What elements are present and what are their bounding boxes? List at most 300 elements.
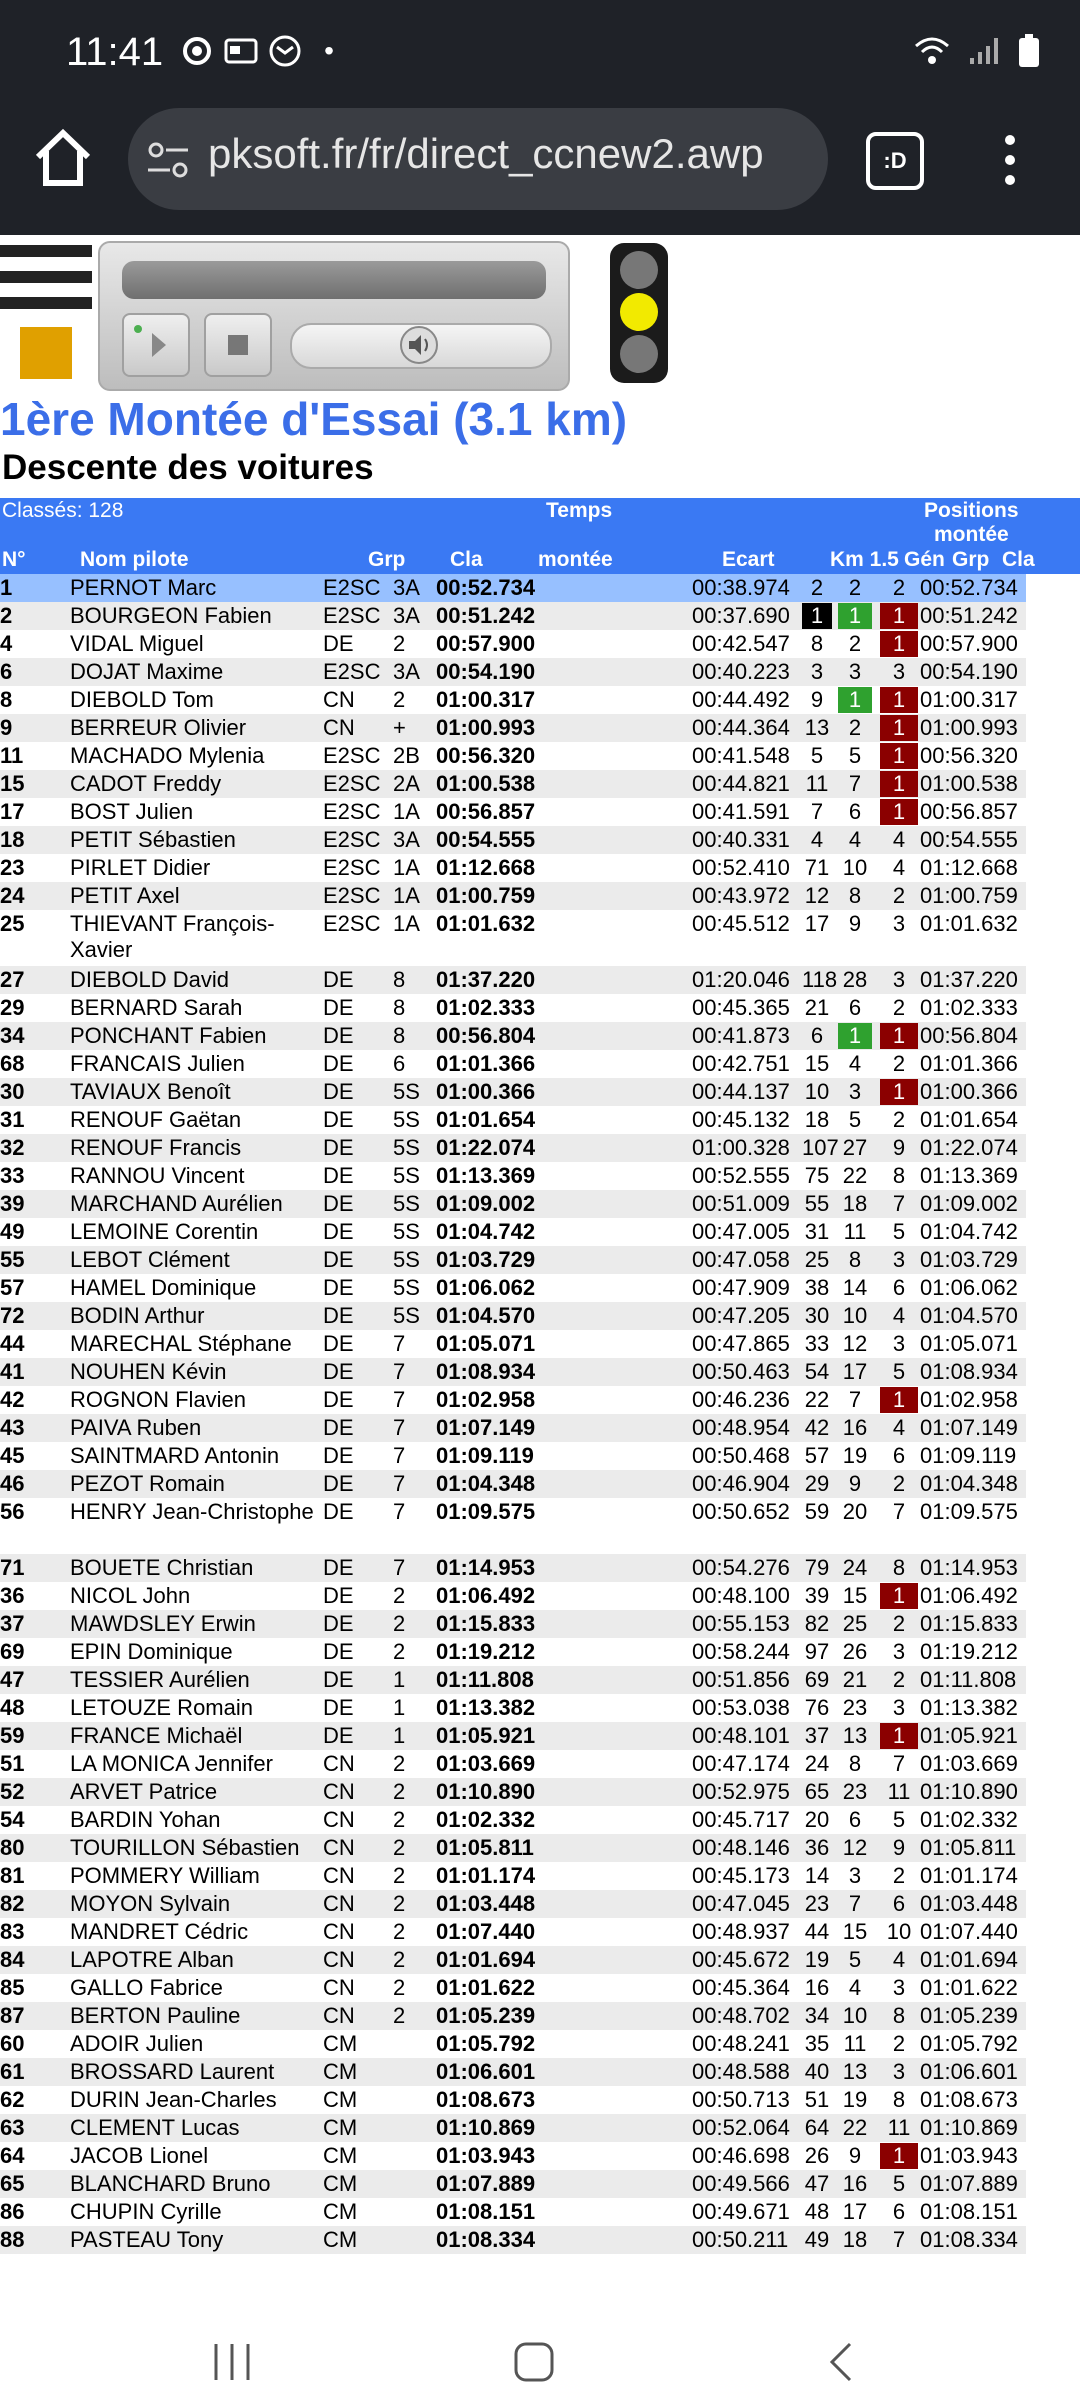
table-row[interactable] bbox=[0, 1078, 1026, 1106]
row-time: 01:01.174 bbox=[436, 1863, 536, 1888]
row-ecart: 00:41.873 bbox=[692, 1023, 790, 1048]
row-number: 42 bbox=[0, 1387, 25, 1412]
row-montee-time: 01:11.808 bbox=[920, 1667, 1017, 1692]
table-header bbox=[0, 498, 1080, 574]
address-bar[interactable] bbox=[128, 108, 828, 210]
pilot-name: NICOL John bbox=[70, 1583, 191, 1608]
row-class: 2 bbox=[393, 1807, 406, 1832]
wifi-icon bbox=[914, 36, 950, 66]
row-gen-pos: 3 bbox=[892, 1695, 906, 1720]
row-km15-pos: 6 bbox=[848, 1807, 862, 1832]
row-montee-time: 01:09.002 bbox=[920, 1191, 1018, 1216]
row-ecart: 00:54.276 bbox=[692, 1555, 790, 1580]
row-number: 56 bbox=[0, 1499, 25, 1524]
table-row[interactable] bbox=[0, 602, 1026, 630]
row-km-pos: 15 bbox=[804, 1051, 830, 1076]
table-row[interactable] bbox=[0, 2030, 1026, 2058]
row-group: DE bbox=[323, 1667, 354, 1692]
player-area bbox=[0, 235, 1080, 395]
row-km-pos: 76 bbox=[804, 1695, 830, 1720]
row-km15-pos: 4 bbox=[848, 1975, 862, 2000]
pilot-name: GALLO Fabrice bbox=[70, 1975, 223, 2000]
row-ecart: 00:44.821 bbox=[692, 771, 790, 796]
table-row[interactable] bbox=[0, 770, 1026, 798]
row-class: 1 bbox=[393, 1667, 406, 1692]
pilot-name: BLANCHARD Bruno bbox=[70, 2171, 271, 2196]
row-ecart: 00:40.223 bbox=[692, 659, 790, 684]
row-class: 1A bbox=[393, 855, 420, 880]
row-number: 6 bbox=[0, 659, 13, 684]
row-number: 27 bbox=[0, 967, 25, 992]
row-montee-time: 01:00.993 bbox=[920, 715, 1018, 740]
row-number: 85 bbox=[0, 1975, 25, 2000]
url-text[interactable]: pksoft.fr/fr/direct_ccnew2.awp bbox=[208, 130, 764, 177]
table-row[interactable] bbox=[0, 714, 1026, 742]
row-group: CN bbox=[323, 715, 355, 740]
table-row[interactable] bbox=[0, 1106, 1026, 1134]
home-nav-icon[interactable] bbox=[512, 2340, 556, 2384]
row-class: 3A bbox=[393, 659, 420, 684]
system-icons bbox=[914, 34, 1040, 68]
row-ecart: 00:47.865 bbox=[692, 1331, 790, 1356]
table-row[interactable] bbox=[0, 1862, 1026, 1890]
row-gen-pos: 2 bbox=[892, 1107, 906, 1132]
row-gen-pos: 2 bbox=[892, 883, 906, 908]
row-montee-time: 01:15.833 bbox=[920, 1611, 1018, 1636]
row-time: 01:10.869 bbox=[436, 2115, 536, 2140]
row-class: 7 bbox=[393, 1331, 406, 1356]
table-row[interactable] bbox=[0, 1806, 1026, 1834]
row-montee-time: 01:37.220 bbox=[920, 967, 1018, 992]
row-gen-pos: 4 bbox=[892, 1303, 906, 1328]
pilot-name: RENOUF Francis bbox=[70, 1135, 242, 1160]
table-row[interactable] bbox=[0, 1694, 1026, 1722]
table-row[interactable] bbox=[0, 1498, 1026, 1554]
row-group: DE bbox=[323, 1583, 354, 1608]
progress-bar[interactable] bbox=[122, 261, 546, 299]
row-km15-pos: 16 bbox=[842, 1415, 868, 1440]
row-class: 2 bbox=[393, 1835, 406, 1860]
row-montee-time: 01:08.934 bbox=[920, 1359, 1018, 1384]
row-gen-pos: 4 bbox=[892, 1947, 906, 1972]
results-table bbox=[0, 574, 1026, 2254]
table-row[interactable] bbox=[0, 1218, 1026, 1246]
row-montee-time: 00:56.857 bbox=[920, 799, 1018, 824]
row-km15-pos: 13 bbox=[842, 1723, 868, 1748]
row-number: 29 bbox=[0, 995, 25, 1020]
mail-icon bbox=[268, 34, 302, 68]
table-row[interactable] bbox=[0, 1470, 1026, 1498]
row-gen-pos: 3 bbox=[892, 1247, 906, 1272]
pilot-name: PIRLET Didier bbox=[70, 855, 211, 880]
row-gen-pos: 6 bbox=[892, 1891, 906, 1916]
header-gen: Gén bbox=[904, 548, 945, 571]
row-montee-time: 01:09.119 bbox=[920, 1443, 1017, 1468]
row-km15-pos: 18 bbox=[842, 2227, 868, 2252]
row-montee-time: 01:03.669 bbox=[920, 1751, 1018, 1776]
row-km-pos: 75 bbox=[804, 1163, 830, 1188]
row-time: 01:01.654 bbox=[436, 1107, 536, 1132]
row-group: E2SC bbox=[323, 659, 381, 684]
row-ecart: 00:44.137 bbox=[692, 1079, 790, 1104]
row-gen-pos: 1 bbox=[880, 603, 918, 629]
table-row[interactable] bbox=[0, 1050, 1026, 1078]
row-ecart: 00:55.153 bbox=[692, 1611, 790, 1636]
row-km15-pos: 11 bbox=[843, 2031, 867, 2056]
menu-icon[interactable] bbox=[0, 245, 92, 309]
table-row[interactable] bbox=[0, 1442, 1026, 1470]
table-row[interactable] bbox=[0, 2170, 1026, 2198]
row-time: 01:13.382 bbox=[436, 1695, 536, 1720]
row-time: 01:08.151 bbox=[436, 2199, 536, 2224]
row-group: DE bbox=[323, 995, 354, 1020]
pilot-name: HAMEL Dominique bbox=[70, 1275, 257, 1300]
row-group: CM bbox=[323, 2031, 358, 2056]
table-row[interactable] bbox=[0, 1190, 1026, 1218]
stop-icon bbox=[206, 315, 270, 375]
row-km15-pos: 10 bbox=[842, 2003, 868, 2028]
table-row[interactable] bbox=[0, 1162, 1026, 1190]
row-number: 41 bbox=[0, 1359, 25, 1384]
table-row[interactable] bbox=[0, 2226, 1026, 2254]
light-bottom bbox=[620, 335, 658, 373]
table-row[interactable] bbox=[0, 1778, 1026, 1806]
row-km-pos: 38 bbox=[804, 1275, 830, 1300]
row-montee-time: 01:08.151 bbox=[920, 2199, 1018, 2224]
row-ecart: 00:45.365 bbox=[692, 995, 790, 1020]
row-ecart: 00:47.174 bbox=[692, 1751, 790, 1776]
row-gen-pos: 4 bbox=[892, 1415, 906, 1440]
row-km15-pos: 5 bbox=[848, 1947, 862, 1972]
row-number: 30 bbox=[0, 1079, 25, 1104]
row-km15-pos: 3 bbox=[848, 1863, 862, 1888]
row-gen-pos: 1 bbox=[880, 799, 918, 825]
row-class: 2 bbox=[393, 1891, 406, 1916]
pilot-name: NOUHEN Kévin bbox=[70, 1359, 227, 1384]
pilot-name: PASTEAU Tony bbox=[70, 2227, 224, 2252]
navigation-bar bbox=[0, 2260, 1080, 2400]
recent-apps-icon[interactable] bbox=[210, 2340, 254, 2384]
row-time: 01:01.622 bbox=[436, 1975, 536, 2000]
row-class: 2 bbox=[393, 1863, 406, 1888]
pilot-name: DURIN Jean-Charles bbox=[70, 2087, 277, 2112]
stop-button[interactable] bbox=[204, 313, 272, 377]
table-row[interactable] bbox=[0, 2058, 1026, 2086]
row-montee-time: 01:10.869 bbox=[920, 2115, 1018, 2140]
pilot-name: PONCHANT Fabien bbox=[70, 1023, 267, 1048]
row-km15-pos: 22 bbox=[842, 1163, 868, 1188]
row-number: 46 bbox=[0, 1471, 25, 1496]
table-row[interactable] bbox=[0, 1274, 1026, 1302]
row-km15-pos: 7 bbox=[848, 771, 862, 796]
row-montee-time: 01:03.943 bbox=[920, 2143, 1018, 2168]
row-class: 2 bbox=[393, 1583, 406, 1608]
row-group: CN bbox=[323, 1807, 355, 1832]
row-km-pos: 59 bbox=[804, 1499, 830, 1524]
row-class: 6 bbox=[393, 1051, 406, 1076]
pilot-name: TESSIER Aurélien bbox=[70, 1667, 250, 1692]
header-temps: Temps bbox=[546, 499, 613, 522]
row-km-pos: 79 bbox=[804, 1555, 830, 1580]
table-row[interactable] bbox=[0, 658, 1026, 686]
row-montee-time: 01:00.317 bbox=[920, 687, 1018, 712]
row-km-pos: 107 bbox=[802, 1135, 839, 1160]
row-km-pos: 33 bbox=[804, 1331, 830, 1356]
row-class: 5S bbox=[393, 1135, 420, 1160]
table-row[interactable] bbox=[0, 1890, 1026, 1918]
row-number: 11 bbox=[0, 743, 24, 768]
row-number: 51 bbox=[0, 1751, 25, 1776]
row-class: 2 bbox=[393, 1611, 406, 1636]
table-row[interactable] bbox=[0, 2114, 1026, 2142]
row-km15-pos: 19 bbox=[842, 2087, 868, 2112]
table-row[interactable] bbox=[0, 1638, 1026, 1666]
table-row[interactable] bbox=[0, 1946, 1026, 1974]
tab-switcher-button[interactable]: :D bbox=[866, 132, 924, 190]
row-time: 00:54.190 bbox=[436, 659, 536, 684]
row-gen-pos: 1 bbox=[880, 1387, 918, 1413]
header-name: Nom pilote bbox=[80, 548, 189, 571]
row-group: CN bbox=[323, 2003, 355, 2028]
row-ecart: 00:49.671 bbox=[692, 2199, 790, 2224]
row-montee-time: 01:00.759 bbox=[920, 883, 1018, 908]
row-km15-pos: 12 bbox=[842, 1835, 868, 1860]
row-time: 01:02.333 bbox=[436, 995, 536, 1020]
row-number: 59 bbox=[0, 1723, 25, 1748]
browser-toolbar bbox=[0, 100, 1080, 235]
row-number: 84 bbox=[0, 1947, 25, 1972]
row-montee-time: 01:12.668 bbox=[920, 855, 1018, 880]
row-km-pos: 3 bbox=[810, 659, 824, 684]
row-gen-pos: 2 bbox=[892, 1051, 906, 1076]
table-row[interactable] bbox=[0, 826, 1026, 854]
row-montee-time: 01:07.889 bbox=[920, 2171, 1018, 2196]
row-ecart: 00:48.702 bbox=[692, 2003, 790, 2028]
classes-count: Classés: 128 bbox=[2, 499, 124, 522]
row-time: 00:56.320 bbox=[436, 743, 536, 768]
table-row[interactable] bbox=[0, 1974, 1026, 2002]
table-row[interactable] bbox=[0, 2142, 1026, 2170]
row-km15-pos: 13 bbox=[842, 2059, 868, 2084]
more-menu-icon[interactable] bbox=[1000, 130, 1020, 190]
row-km-pos: 64 bbox=[804, 2115, 830, 2140]
row-ecart: 00:47.205 bbox=[692, 1303, 790, 1328]
row-time: 01:10.890 bbox=[436, 1779, 536, 1804]
row-gen-pos: 7 bbox=[892, 1191, 906, 1216]
row-montee-time: 01:01.694 bbox=[920, 1947, 1018, 1972]
row-ecart: 00:46.698 bbox=[692, 2143, 790, 2168]
row-montee-time: 01:10.890 bbox=[920, 1779, 1018, 1804]
row-group: DE bbox=[323, 1359, 354, 1384]
row-montee-time: 01:09.575 bbox=[920, 1499, 1018, 1524]
row-time: 01:06.601 bbox=[436, 2059, 536, 2084]
row-km-pos: 6 bbox=[810, 1023, 824, 1048]
row-km-pos: 22 bbox=[804, 1387, 830, 1412]
row-number: 82 bbox=[0, 1891, 25, 1916]
row-km-pos: 9 bbox=[810, 687, 824, 712]
table-row[interactable] bbox=[0, 882, 1026, 910]
table-row[interactable] bbox=[0, 1834, 1026, 1862]
table-row[interactable] bbox=[0, 1386, 1026, 1414]
row-number: 88 bbox=[0, 2227, 25, 2252]
site-settings-icon[interactable] bbox=[146, 138, 190, 182]
row-montee-time: 01:05.239 bbox=[920, 2003, 1018, 2028]
row-montee-time: 01:13.369 bbox=[920, 1163, 1018, 1188]
pilot-name: TAVIAUX Benoît bbox=[70, 1079, 231, 1104]
notification-icons bbox=[180, 34, 346, 68]
row-number: 81 bbox=[0, 1863, 25, 1888]
row-time: 01:15.833 bbox=[436, 1611, 536, 1636]
table-row[interactable] bbox=[0, 854, 1026, 882]
table-row[interactable] bbox=[0, 742, 1026, 770]
row-time: 01:09.002 bbox=[436, 1191, 536, 1216]
row-time: 01:00.993 bbox=[436, 715, 536, 740]
row-number: 33 bbox=[0, 1163, 25, 1188]
table-row[interactable] bbox=[0, 1134, 1026, 1162]
row-gen-pos: 1 bbox=[880, 687, 918, 713]
row-km15-pos: 3 bbox=[848, 659, 862, 684]
play-button[interactable] bbox=[122, 313, 190, 377]
row-number: 80 bbox=[0, 1835, 25, 1860]
card-icon bbox=[224, 34, 258, 68]
pilot-name: BERREUR Olivier bbox=[70, 715, 247, 740]
table-row[interactable] bbox=[0, 1414, 1026, 1442]
row-montee-time: 01:01.174 bbox=[920, 1863, 1018, 1888]
row-class: 2 bbox=[393, 631, 406, 656]
header-montee-top: montée bbox=[934, 523, 1009, 546]
row-gen-pos: 3 bbox=[892, 2059, 906, 2084]
row-km-pos: 17 bbox=[804, 911, 830, 936]
table-row[interactable] bbox=[0, 2198, 1026, 2226]
row-gen-pos: 7 bbox=[892, 1751, 906, 1776]
volume-slider[interactable] bbox=[290, 323, 552, 369]
row-ecart: 00:51.856 bbox=[692, 1667, 790, 1692]
row-group: E2SC bbox=[323, 603, 381, 628]
row-ecart: 00:47.045 bbox=[692, 1891, 790, 1916]
row-gen-pos: 1 bbox=[880, 631, 918, 657]
row-gen-pos: 2 bbox=[892, 2031, 906, 2056]
row-group: CN bbox=[323, 1751, 355, 1776]
row-ecart: 00:41.548 bbox=[692, 743, 790, 768]
pilot-name: FRANCE Michaël bbox=[70, 1723, 243, 1748]
row-ecart: 00:37.690 bbox=[692, 603, 790, 628]
row-ecart: 00:52.064 bbox=[692, 2115, 790, 2140]
row-km-pos: 34 bbox=[804, 2003, 830, 2028]
table-row[interactable] bbox=[0, 1358, 1026, 1386]
row-number: 72 bbox=[0, 1303, 25, 1328]
row-group: E2SC bbox=[323, 827, 381, 852]
pilot-name: BODIN Arthur bbox=[70, 1303, 205, 1328]
pilot-name: MOYON Sylvain bbox=[70, 1891, 231, 1916]
row-km-pos: 71 bbox=[804, 855, 830, 880]
row-ecart: 00:44.364 bbox=[692, 715, 790, 740]
row-group: E2SC bbox=[323, 799, 381, 824]
row-km15-pos: 26 bbox=[842, 1639, 868, 1664]
table-row[interactable] bbox=[0, 574, 1026, 602]
row-km15-pos: 4 bbox=[848, 827, 862, 852]
play-icon bbox=[124, 315, 188, 375]
table-row[interactable] bbox=[0, 2086, 1026, 2114]
row-time: 01:03.943 bbox=[436, 2143, 536, 2168]
row-number: 23 bbox=[0, 855, 25, 880]
table-row[interactable] bbox=[0, 1918, 1026, 1946]
table-row[interactable] bbox=[0, 994, 1026, 1022]
row-class: 2 bbox=[393, 1975, 406, 2000]
table-row[interactable] bbox=[0, 1582, 1026, 1610]
row-montee-time: 01:19.212 bbox=[920, 1639, 1018, 1664]
row-km-pos: 29 bbox=[804, 1471, 830, 1496]
table-row[interactable] bbox=[0, 1330, 1026, 1358]
header-grp2: Grp bbox=[952, 548, 990, 571]
row-class: 1A bbox=[393, 883, 420, 908]
row-km15-pos: 8 bbox=[848, 883, 862, 908]
row-km15-pos: 9 bbox=[848, 1471, 862, 1496]
row-time: 01:07.889 bbox=[436, 2171, 536, 2196]
table-row[interactable] bbox=[0, 910, 1026, 966]
row-number: 83 bbox=[0, 1919, 25, 1944]
row-number: 31 bbox=[0, 1107, 25, 1132]
table-row[interactable] bbox=[0, 1610, 1026, 1638]
row-class: 1A bbox=[393, 799, 420, 824]
row-ecart: 00:38.974 bbox=[692, 575, 790, 600]
table-row[interactable] bbox=[0, 1666, 1026, 1694]
table-row[interactable] bbox=[0, 798, 1026, 826]
table-row[interactable] bbox=[0, 2002, 1026, 2030]
row-gen-pos: 3 bbox=[892, 967, 906, 992]
row-km15-pos: 27 bbox=[842, 1135, 868, 1160]
table-row[interactable] bbox=[0, 1302, 1026, 1330]
row-number: 52 bbox=[0, 1779, 25, 1804]
row-km-pos: 2 bbox=[810, 575, 824, 600]
row-montee-time: 01:04.742 bbox=[920, 1219, 1018, 1244]
table-row[interactable] bbox=[0, 630, 1026, 658]
row-group: DE bbox=[323, 1555, 354, 1580]
table-row[interactable] bbox=[0, 1246, 1026, 1274]
row-gen-pos: 2 bbox=[892, 1667, 906, 1692]
row-group: DE bbox=[323, 1695, 354, 1720]
table-row[interactable] bbox=[0, 686, 1026, 714]
pilot-name: PETIT Sébastien bbox=[70, 827, 236, 852]
table-row[interactable] bbox=[0, 1022, 1026, 1050]
row-km-pos: 49 bbox=[804, 2227, 830, 2252]
status-bar bbox=[0, 0, 1080, 100]
table-row[interactable] bbox=[0, 966, 1026, 994]
row-group: DE bbox=[323, 1415, 354, 1440]
row-group: DE bbox=[323, 1471, 354, 1496]
row-montee-time: 00:51.242 bbox=[920, 603, 1018, 628]
row-km15-pos: 7 bbox=[848, 1387, 862, 1412]
pilot-name: BOUETE Christian bbox=[70, 1555, 254, 1580]
home-icon[interactable] bbox=[30, 125, 96, 191]
pilot-name: VIDAL Miguel bbox=[70, 631, 204, 656]
signal-icon bbox=[968, 36, 1000, 66]
row-class: 7 bbox=[393, 1555, 406, 1580]
back-icon[interactable] bbox=[820, 2340, 864, 2384]
row-km15-pos: 15 bbox=[842, 1919, 868, 1944]
table-row[interactable] bbox=[0, 1750, 1026, 1778]
table-row[interactable] bbox=[0, 1554, 1026, 1582]
row-time: 01:14.953 bbox=[436, 1555, 536, 1580]
row-gen-pos: 6 bbox=[892, 1275, 906, 1300]
header-km: Km 1.5 bbox=[830, 548, 899, 571]
table-row[interactable] bbox=[0, 1722, 1026, 1750]
row-number: 65 bbox=[0, 2171, 25, 2196]
row-km15-pos: 16 bbox=[842, 2171, 868, 2196]
row-km15-pos: 7 bbox=[848, 1891, 862, 1916]
row-ecart: 00:47.909 bbox=[692, 1275, 790, 1300]
pilot-name: THIEVANT François-Xavier bbox=[70, 911, 275, 962]
traffic-light bbox=[610, 243, 668, 383]
